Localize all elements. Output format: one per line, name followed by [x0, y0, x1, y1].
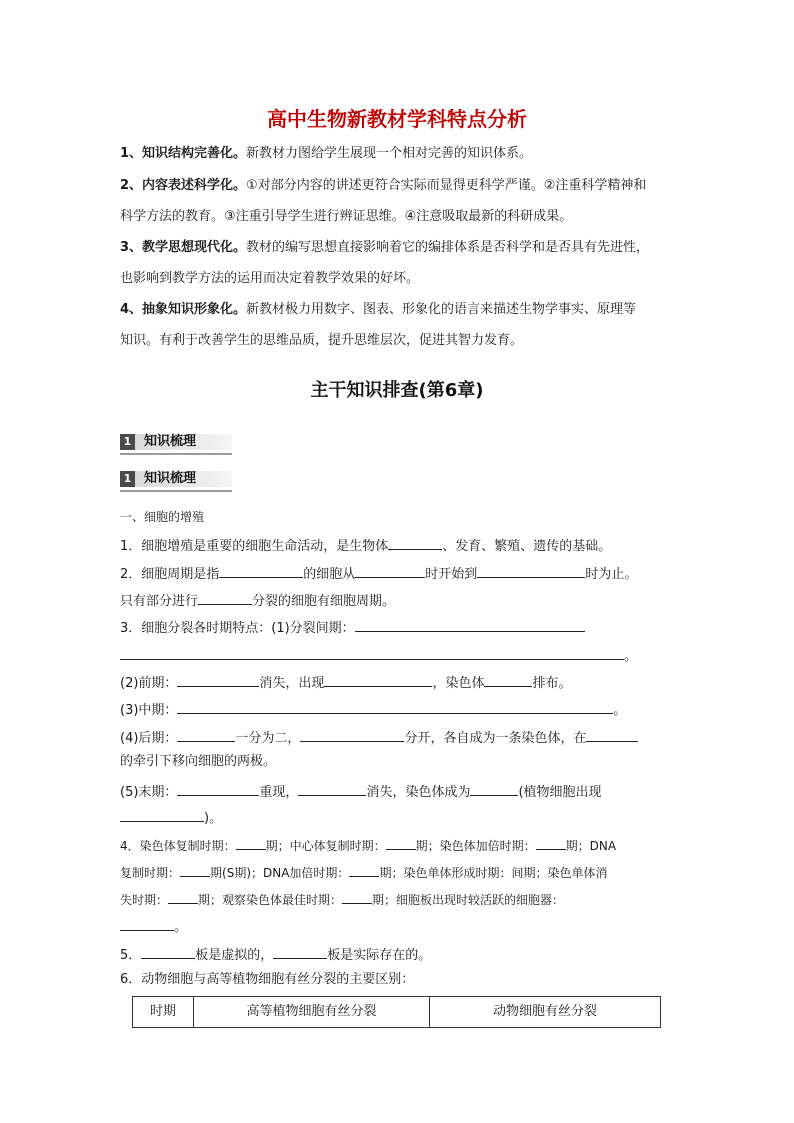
table-header-row	[133, 997, 661, 1028]
paragraph-4-heading: 4、抽象知识形象化。	[120, 302, 247, 317]
paragraph-2	[120, 170, 680, 232]
blank[interactable]	[536, 835, 566, 850]
question-4-cont-1	[120, 862, 607, 882]
blank[interactable]	[298, 781, 366, 796]
q5-text-b: 板是虚拟的，	[195, 948, 274, 963]
blank[interactable]	[484, 672, 532, 687]
question-4-cont-3	[120, 916, 187, 937]
paragraph-3-text-1: 教材的编写思想直接影响着它的编排体系是否科学和是否具有先进性，	[246, 240, 650, 255]
section-header-label: 知识梳理	[144, 434, 197, 449]
question-6: 6．动物细胞与高等植物细胞有丝分裂的主要区别：	[120, 972, 415, 987]
blank[interactable]	[141, 944, 195, 959]
question-3-anaphase	[120, 727, 638, 748]
q4-text-k: 。	[174, 920, 188, 935]
q5-text-a: 5．	[120, 948, 142, 963]
q3-anaphase-c: 分开，各自成为一条染色体，在	[404, 731, 587, 746]
comparison-table	[132, 996, 661, 1028]
blank[interactable]	[120, 807, 204, 822]
blank[interactable]	[180, 862, 210, 877]
blank[interactable]	[219, 563, 303, 578]
question-3-anaphase-cont	[120, 753, 276, 771]
blank[interactable]	[470, 781, 518, 796]
blank[interactable]	[177, 727, 235, 742]
paragraph-3-text-2: 也影响到教学方法的运用而决定着教学效果的好坏。	[120, 271, 420, 286]
question-1	[120, 535, 611, 556]
section-number-icon: 1	[120, 471, 135, 487]
blank[interactable]	[386, 835, 416, 850]
section-header-1	[120, 433, 232, 455]
q3-anaphase-d: 的牵引下移向细胞的两极。	[120, 754, 277, 769]
paragraph-3	[120, 232, 680, 294]
question-3-telophase-cont	[120, 807, 222, 828]
blank[interactable]	[177, 672, 259, 687]
blank[interactable]	[355, 617, 585, 632]
question-4-cont-2	[120, 889, 564, 909]
question-5	[120, 944, 431, 965]
q3-text-a: 3．细胞分裂各时期特点：(1)分裂间期：	[120, 621, 355, 636]
section-number-icon: 1	[120, 434, 135, 450]
paragraph-2-text-2: 科学方法的教育。③注重引导学生进行辨证思维。④注意吸取最新的科研成果。	[120, 209, 573, 224]
q2-text-a: 2．细胞周期是指	[120, 567, 220, 582]
blank[interactable]	[342, 889, 372, 904]
q4-text-g: 期；染色单体形成时期：间期；染色单体消	[379, 866, 608, 880]
q4-text-e: 复制时期：	[120, 866, 181, 880]
paragraph-4-text-2: 知识。有利于改善学生的思维品质，提升思维层次，促进其智力发育。	[120, 333, 524, 348]
quiz-heading: 一、细胞的增殖	[120, 510, 205, 524]
q3-metaphase-b: 。	[613, 703, 627, 718]
q2-text-b: 的细胞从	[303, 567, 356, 582]
q1-text-b: 、发育、繁殖、遗传的基础。	[442, 539, 612, 554]
blank[interactable]	[120, 645, 624, 660]
table-header-cell: 动物细胞有丝分裂	[430, 997, 661, 1028]
q2-text-d: 时为止。	[585, 567, 638, 582]
blank[interactable]	[586, 727, 638, 742]
table-header-cell: 时期	[133, 997, 194, 1028]
blank[interactable]	[477, 563, 585, 578]
question-3	[120, 617, 585, 638]
q4-text-d: 期；DNA	[565, 839, 617, 853]
blank[interactable]	[388, 535, 442, 550]
q3-prophase-a: (2)前期：	[120, 676, 178, 691]
q3-prophase-b: 消失，出现	[259, 676, 325, 691]
question-3-telophase	[120, 781, 602, 802]
paragraph-2-heading: 2、内容表述科学化。	[120, 178, 247, 193]
q4-text-i: 期；观察染色体最佳时期：	[198, 893, 343, 907]
section-title: 主干知识排查(第6章)	[310, 380, 484, 401]
question-3-metaphase	[120, 699, 626, 720]
question-2	[120, 563, 637, 584]
paragraph-4-text-1: 新教材极力用数字、图表、形象化的语言来描述生物学事实、原理等	[246, 302, 637, 317]
q3-end: 。	[624, 649, 638, 664]
q3-anaphase-a: (4)后期：	[120, 731, 178, 746]
section-header-label: 知识梳理	[144, 471, 197, 486]
section-header-2	[120, 470, 232, 492]
blank[interactable]	[300, 727, 404, 742]
q4-text-a: 4．染色体复制时期：	[120, 839, 236, 853]
blank[interactable]	[273, 944, 327, 959]
q4-text-h: 失时期：	[120, 893, 169, 907]
doc-title: 高中生物新教材学科特点分析	[267, 107, 527, 131]
q3-telophase-e: )。	[204, 811, 223, 826]
question-3-cont	[120, 645, 637, 666]
q4-text-b: 期；中心体复制时期：	[265, 839, 386, 853]
blank[interactable]	[355, 563, 425, 578]
paragraph-1	[120, 138, 680, 169]
q5-text-c: 板是实际存在的。	[327, 948, 432, 963]
table-header-cell: 高等植物细胞有丝分裂	[194, 997, 430, 1028]
paragraph-2-text-1: ①对部分内容的讲述更符合实际而显得更科学严谨。②注重科学精神和	[246, 178, 647, 193]
blank[interactable]	[236, 835, 266, 850]
question-2-cont	[120, 590, 395, 611]
q3-anaphase-b: 一分为二，	[235, 731, 301, 746]
paragraph-1-heading: 1、知识结构完善化。	[120, 146, 247, 161]
q3-telophase-b: 重现，	[259, 785, 299, 800]
q3-telophase-a: (5)末期：	[120, 785, 178, 800]
blank[interactable]	[324, 672, 432, 687]
q4-text-f: 期(S期)；DNA加倍时期：	[210, 866, 350, 880]
q2-text-e: 只有部分进行	[120, 594, 199, 609]
blank[interactable]	[177, 699, 613, 714]
q3-prophase-c: ，染色体	[432, 676, 485, 691]
blank[interactable]	[120, 916, 174, 931]
blank[interactable]	[177, 781, 259, 796]
q4-text-j: 期；细胞板出现时较活跃的细胞器：	[372, 893, 565, 907]
q4-text-c: 期；染色体加倍时期：	[415, 839, 536, 853]
q3-telophase-d: (植物细胞出现	[518, 785, 602, 800]
blank[interactable]	[168, 889, 198, 904]
q3-telophase-c: 消失，染色体成为	[366, 785, 471, 800]
q3-metaphase-a: (3)中期：	[120, 703, 178, 718]
question-4	[120, 835, 616, 855]
paragraph-4	[120, 294, 680, 356]
q3-prophase-d: 排布。	[532, 676, 572, 691]
q1-text-a: 1．细胞增殖是重要的细胞生命活动，是生物体	[120, 539, 389, 554]
blank[interactable]	[198, 590, 252, 605]
q2-text-f: 分裂的细胞有细胞周期。	[252, 594, 396, 609]
blank[interactable]	[349, 862, 379, 877]
paragraph-1-text: 新教材力图给学生展现一个相对完善的知识体系。	[246, 146, 533, 161]
question-3-prophase	[120, 672, 571, 693]
q2-text-c: 时开始到	[425, 567, 478, 582]
paragraph-3-heading: 3、教学思想现代化。	[120, 240, 247, 255]
